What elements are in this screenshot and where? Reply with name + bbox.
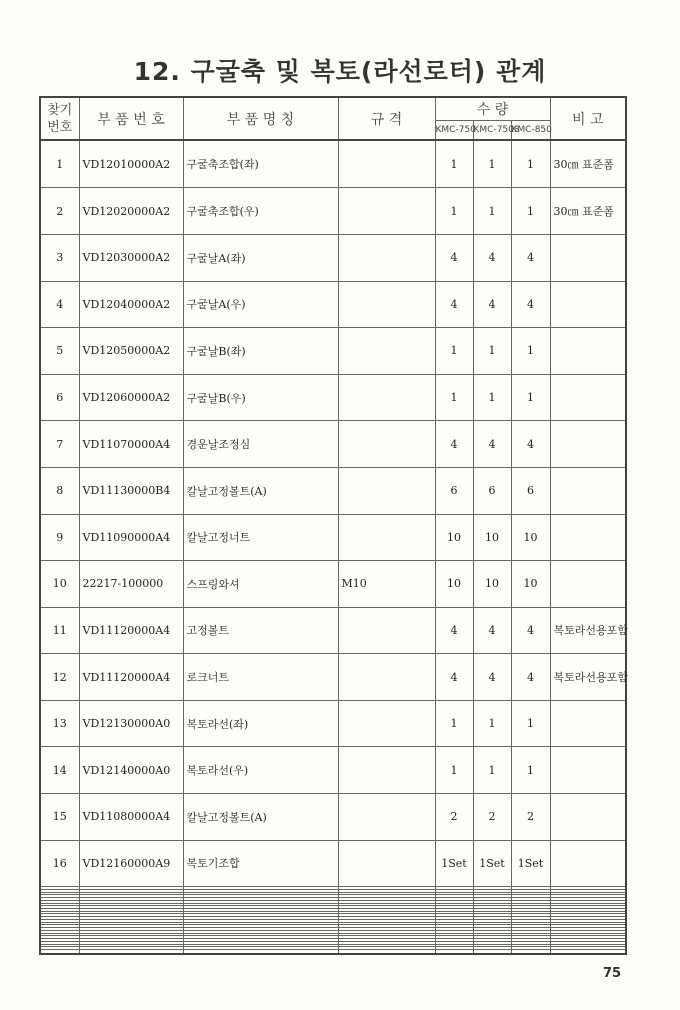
header-part-no: 부 품 번 호 — [79, 97, 183, 140]
row-qty-model-2: 10 — [473, 514, 511, 561]
row-qty-model-1: 2 — [435, 793, 473, 840]
row-note — [550, 281, 626, 328]
row-note: 복토라선용포함 — [550, 654, 626, 701]
row-no: 15 — [40, 793, 79, 840]
table-row — [40, 281, 626, 328]
row-qty-model-3: 4 — [511, 281, 550, 328]
row-qty-model-2: 2 — [473, 793, 511, 840]
row-qty-model-1: 1 — [435, 188, 473, 235]
row-part-name: 스프링와셔 — [183, 561, 338, 608]
row-part-no: VD11080000A4 — [79, 793, 183, 840]
row-qty-model-1: 1 — [435, 140, 473, 188]
row-qty-model-1: 6 — [435, 467, 473, 514]
row-qty-model-1: 1 — [435, 747, 473, 794]
parts-table — [39, 96, 627, 955]
row-qty-model-1: 4 — [435, 654, 473, 701]
row-part-no: VD12040000A2 — [79, 281, 183, 328]
row-no: 9 — [40, 514, 79, 561]
row-no: 13 — [40, 700, 79, 747]
row-part-name: 칼날고정볼트(A) — [183, 793, 338, 840]
row-qty-model-2: 1 — [473, 188, 511, 235]
row-note — [550, 747, 626, 794]
row-part-name — [183, 950, 338, 954]
row-note: 복토라선용포함 — [550, 607, 626, 654]
row-note — [550, 514, 626, 561]
row-qty-model-3: 10 — [511, 561, 550, 608]
header-model-1: KMC-750 — [435, 121, 473, 141]
row-part-name: 복토라선(우) — [183, 747, 338, 794]
page-number: 75 — [603, 966, 622, 981]
row-qty-model-1 — [435, 950, 473, 954]
row-spec — [338, 607, 435, 654]
header-no-line2: 번호 — [47, 119, 73, 135]
page-title: 12. 구굴축 및 복토(라선로터) 관계 — [133, 57, 547, 86]
row-qty-model-2: 1 — [473, 140, 511, 188]
row-spec — [338, 328, 435, 375]
row-part-name: 고정볼트 — [183, 607, 338, 654]
row-note: 30㎝ 표준폼 — [550, 188, 626, 235]
row-part-no — [79, 950, 183, 954]
row-qty-model-1: 1 — [435, 328, 473, 375]
row-qty-model-1: 1 — [435, 700, 473, 747]
row-qty-model-3: 4 — [511, 235, 550, 282]
row-qty-model-3: 1 — [511, 700, 550, 747]
row-qty-model-2: 6 — [473, 467, 511, 514]
row-qty-model-2: 1Set — [473, 840, 511, 887]
table-row — [40, 700, 626, 747]
table-row — [40, 421, 626, 468]
table-row — [40, 561, 626, 608]
row-part-name: 로크너트 — [183, 654, 338, 701]
row-part-name: 구굴축조합(우) — [183, 188, 338, 235]
row-part-no: VD12160000A9 — [79, 840, 183, 887]
row-part-name: 경운날조정심 — [183, 421, 338, 468]
row-part-no: 22217-100000 — [79, 561, 183, 608]
table-row — [40, 514, 626, 561]
table-row — [40, 747, 626, 794]
row-note — [550, 374, 626, 421]
row-note — [550, 950, 626, 954]
row-qty-model-3: 1 — [511, 328, 550, 375]
table-row — [40, 328, 626, 375]
row-qty-model-2: 1 — [473, 374, 511, 421]
row-no: 1 — [40, 140, 79, 188]
header-model-3: KMC-850 — [511, 121, 550, 141]
row-qty-model-3 — [511, 950, 550, 954]
row-part-no: VD11090000A4 — [79, 514, 183, 561]
row-part-no: VD12020000A2 — [79, 188, 183, 235]
row-part-no: VD12050000A2 — [79, 328, 183, 375]
row-spec — [338, 188, 435, 235]
row-note: 30㎝ 표준폼 — [550, 140, 626, 188]
row-qty-model-1: 1Set — [435, 840, 473, 887]
row-qty-model-3: 10 — [511, 514, 550, 561]
row-part-name: 칼날고정너트 — [183, 514, 338, 561]
row-spec — [338, 700, 435, 747]
row-spec — [338, 514, 435, 561]
row-part-no: VD11120000A4 — [79, 607, 183, 654]
header-qty: 수 량 — [435, 97, 550, 121]
row-qty-model-2: 4 — [473, 421, 511, 468]
row-qty-model-3: 2 — [511, 793, 550, 840]
header-spec: 규 격 — [338, 97, 435, 140]
row-qty-model-1: 4 — [435, 281, 473, 328]
row-no: 16 — [40, 840, 79, 887]
row-qty-model-2: 4 — [473, 607, 511, 654]
row-qty-model-3: 1 — [511, 140, 550, 188]
row-no: 11 — [40, 607, 79, 654]
parts-table-body — [40, 140, 626, 954]
row-note — [550, 840, 626, 887]
row-qty-model-1: 10 — [435, 561, 473, 608]
row-part-name: 구굴날B(좌) — [183, 328, 338, 375]
row-part-name: 구굴날A(우) — [183, 281, 338, 328]
row-no: 14 — [40, 747, 79, 794]
row-spec — [338, 840, 435, 887]
header-no-line1: 찾기 — [47, 102, 73, 118]
row-no: 12 — [40, 654, 79, 701]
row-no: 3 — [40, 235, 79, 282]
row-spec — [338, 950, 435, 954]
table-row — [40, 793, 626, 840]
row-part-no: VD12010000A2 — [79, 140, 183, 188]
row-note — [550, 793, 626, 840]
table-row — [40, 950, 626, 954]
row-spec — [338, 374, 435, 421]
row-spec: M10 — [338, 561, 435, 608]
row-qty-model-3: 1 — [511, 747, 550, 794]
row-qty-model-3: 4 — [511, 607, 550, 654]
row-no: 6 — [40, 374, 79, 421]
row-qty-model-2: 4 — [473, 654, 511, 701]
row-no: 5 — [40, 328, 79, 375]
row-qty-model-3: 1 — [511, 374, 550, 421]
row-spec — [338, 654, 435, 701]
row-qty-model-3: 4 — [511, 421, 550, 468]
row-part-name: 구굴날B(우) — [183, 374, 338, 421]
row-qty-model-1: 1 — [435, 374, 473, 421]
row-no: 8 — [40, 467, 79, 514]
header-no — [40, 97, 79, 140]
row-part-no: VD11130000B4 — [79, 467, 183, 514]
table-row — [40, 374, 626, 421]
row-part-name: 칼날고정볼트(A) — [183, 467, 338, 514]
table-row — [40, 235, 626, 282]
row-qty-model-2: 1 — [473, 328, 511, 375]
row-part-name: 구굴축조합(좌) — [183, 140, 338, 188]
row-qty-model-3: 1Set — [511, 840, 550, 887]
table-row — [40, 607, 626, 654]
row-qty-model-3: 4 — [511, 654, 550, 701]
row-part-no: VD11120000A4 — [79, 654, 183, 701]
row-qty-model-1: 4 — [435, 235, 473, 282]
row-qty-model-2: 4 — [473, 235, 511, 282]
row-part-no: VD12130000A0 — [79, 700, 183, 747]
row-no: 2 — [40, 188, 79, 235]
row-qty-model-3: 6 — [511, 467, 550, 514]
row-qty-model-2: 10 — [473, 561, 511, 608]
header-part-name: 부 품 명 칭 — [183, 97, 338, 140]
row-note — [550, 467, 626, 514]
row-note — [550, 561, 626, 608]
row-spec — [338, 281, 435, 328]
row-spec — [338, 140, 435, 188]
table-row — [40, 654, 626, 701]
header-row — [40, 97, 626, 121]
row-no: 10 — [40, 561, 79, 608]
table-row — [40, 188, 626, 235]
row-part-no: VD12140000A0 — [79, 747, 183, 794]
row-spec — [338, 467, 435, 514]
row-qty-model-3: 1 — [511, 188, 550, 235]
row-part-no: VD12030000A2 — [79, 235, 183, 282]
row-note — [550, 328, 626, 375]
row-qty-model-2: 4 — [473, 281, 511, 328]
row-note — [550, 421, 626, 468]
row-qty-model-2: 1 — [473, 747, 511, 794]
row-spec — [338, 235, 435, 282]
row-no — [40, 950, 79, 954]
row-qty-model-1: 4 — [435, 421, 473, 468]
row-part-name: 복토기조합 — [183, 840, 338, 887]
row-part-no: VD12060000A2 — [79, 374, 183, 421]
row-spec — [338, 793, 435, 840]
row-part-name: 복토라선(좌) — [183, 700, 338, 747]
table-row — [40, 840, 626, 887]
row-part-no: VD11070000A4 — [79, 421, 183, 468]
header-model-2: KMC-750S — [473, 121, 511, 141]
table-row — [40, 140, 626, 188]
row-note — [550, 700, 626, 747]
row-no: 7 — [40, 421, 79, 468]
table-row — [40, 467, 626, 514]
row-qty-model-2 — [473, 950, 511, 954]
row-spec — [338, 747, 435, 794]
row-spec — [338, 421, 435, 468]
header-note: 비 고 — [550, 97, 626, 140]
row-qty-model-2: 1 — [473, 700, 511, 747]
row-no: 4 — [40, 281, 79, 328]
row-part-name: 구굴날A(좌) — [183, 235, 338, 282]
row-qty-model-1: 4 — [435, 607, 473, 654]
row-note — [550, 235, 626, 282]
row-qty-model-1: 10 — [435, 514, 473, 561]
